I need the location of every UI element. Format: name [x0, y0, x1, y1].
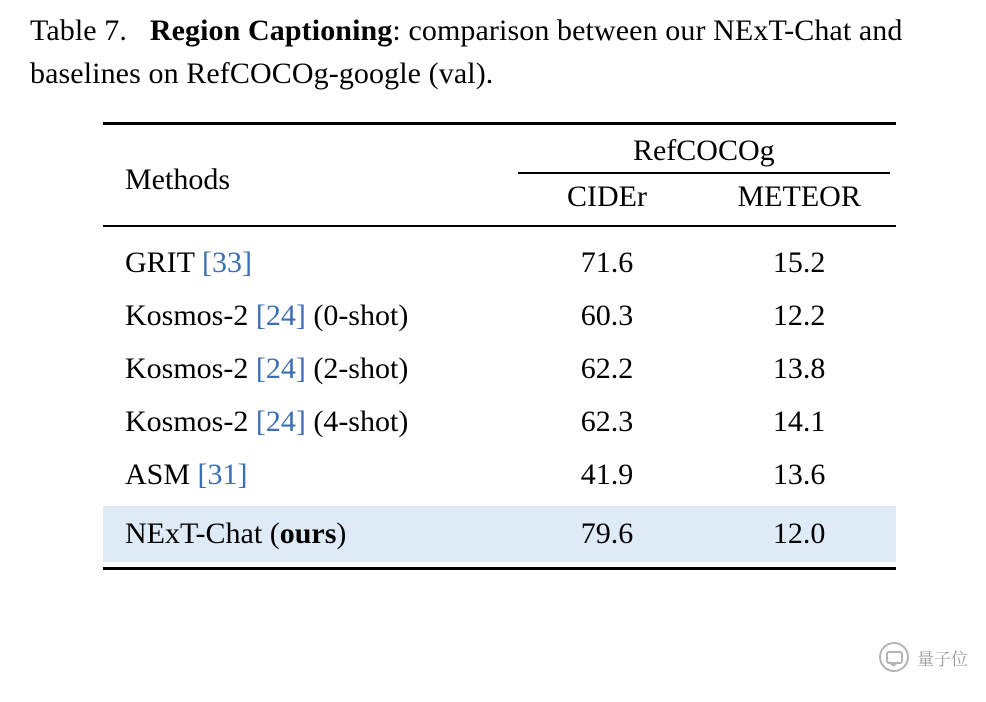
watermark-text: 量子位: [917, 649, 968, 669]
meteor-header-cell: [702, 174, 896, 220]
table-row-highlighted: [103, 506, 896, 562]
caption-title: Region Captioning: [149, 14, 393, 47]
method-name: GRIT: [125, 245, 202, 279]
method-suffix: (4-shot): [305, 404, 409, 438]
meteor-value: 15.2: [772, 245, 826, 279]
method-cell: [103, 506, 512, 562]
method-suffix: (0-shot): [305, 298, 409, 332]
method-cell: [103, 448, 512, 501]
meteor-value: 12.2: [772, 298, 826, 332]
cider-value: 62.3: [580, 404, 634, 438]
meteor-header-label: METEOR: [737, 180, 861, 213]
results-table-wrapper: [103, 122, 896, 570]
citation-link[interactable]: [24]: [255, 298, 306, 332]
cider-value: 79.6: [512, 506, 703, 562]
meteor-value: 13.6: [772, 457, 826, 491]
method-bold-part: ours: [279, 517, 337, 550]
citation-link[interactable]: [24]: [255, 404, 306, 438]
table-row: [103, 395, 896, 448]
citation-link[interactable]: [31]: [197, 457, 248, 491]
rule-cell: [103, 567, 896, 570]
meteor-value: 13.8: [772, 351, 826, 385]
method-name: NExT-Chat (: [125, 517, 280, 550]
cider-value: 62.2: [580, 351, 634, 385]
method-name: ASM: [125, 457, 198, 491]
cider-value: 60.3: [580, 298, 634, 332]
meteor-value: 14.1: [772, 404, 826, 438]
group-header-cell: [512, 134, 896, 172]
method-cell: [103, 395, 512, 448]
results-table: [103, 122, 896, 570]
spacer-row: [103, 227, 896, 236]
group-header-row: [103, 134, 896, 172]
methods-header-label: Methods: [125, 162, 230, 196]
table-caption: [30, 10, 975, 95]
meteor-value: 12.0: [702, 506, 896, 562]
caption-label: Table 7.: [30, 14, 127, 47]
citation-link[interactable]: [33]: [201, 245, 252, 279]
cider-value: 41.9: [580, 457, 634, 491]
watermark: [879, 642, 968, 672]
table-row: [103, 236, 896, 289]
method-suffix-paren: ): [336, 517, 347, 550]
method-name: Kosmos-2: [125, 351, 256, 385]
method-cell: [103, 342, 512, 395]
group-header-label: RefCOCOg: [632, 134, 775, 167]
table-row: [103, 448, 896, 501]
cider-value: 71.6: [580, 245, 634, 279]
caption-rest: : comparison between our NExT-Chat and baselines on RefCOCOg-google (val).: [30, 14, 903, 90]
method-name: Kosmos-2: [125, 404, 256, 438]
spacer-row: [103, 125, 896, 134]
methods-header-cell: [103, 134, 512, 225]
method-cell: [103, 289, 512, 342]
method-name: Kosmos-2: [125, 298, 256, 332]
method-cell: [103, 236, 512, 289]
method-suffix: (2-shot): [305, 351, 409, 385]
watermark-logo-icon: [879, 642, 909, 672]
cider-header-label: CIDEr: [567, 180, 647, 213]
table-bottom-rule: [103, 567, 896, 570]
citation-link[interactable]: [24]: [255, 351, 306, 385]
table-row: [103, 289, 896, 342]
cider-header-cell: [512, 174, 703, 220]
table-row: [103, 342, 896, 395]
